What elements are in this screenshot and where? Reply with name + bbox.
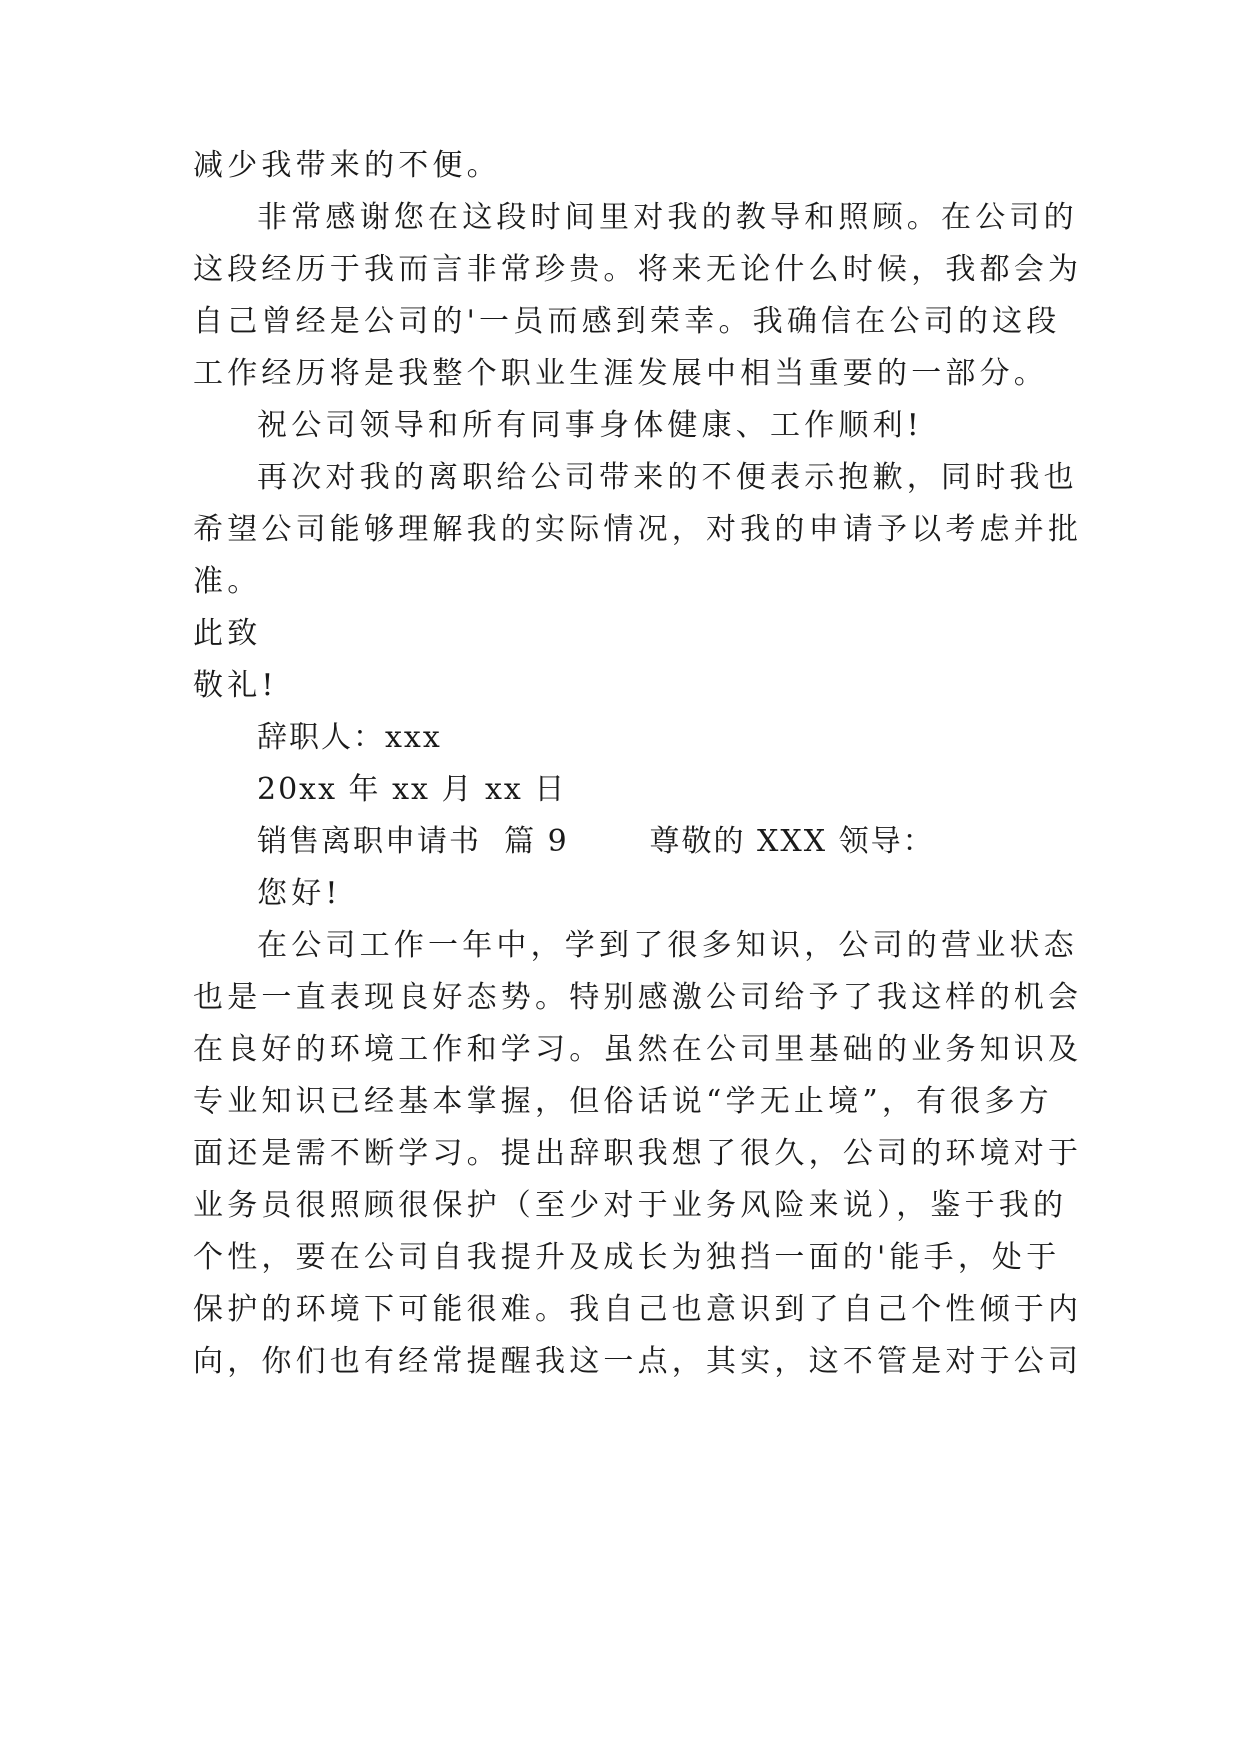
paragraph-line: 个性，要在公司自我提升及成长为独挡一面的'能手，处于: [193, 1240, 1061, 1275]
paragraph-line: 再次对我的离职给公司带来的不便表示抱歉，同时我也: [257, 460, 1078, 495]
paragraph-line: 这段经历于我而言非常珍贵。将来无论什么时候，我都会为: [193, 252, 1083, 287]
paragraph-line: 减少我带来的不便。: [193, 148, 501, 183]
signature-name: 辞职人：xxx: [257, 720, 442, 755]
signature-date: 20xx 年 xx 月 xx 日: [257, 772, 567, 807]
paragraph-line: 面还是需不断学习。提出辞职我想了很久，公司的环境对于: [193, 1136, 1083, 1171]
closing-salutation: 敬礼!: [193, 668, 278, 703]
paragraph-line: 专业知识已经基本掌握，但俗话说“学无止境”，有很多方: [193, 1084, 1053, 1119]
paragraph-line: 祝公司领导和所有同事身体健康、工作顺利!: [257, 408, 924, 443]
paragraph-line: 在公司工作一年中，学到了很多知识，公司的营业状态: [257, 928, 1078, 963]
paragraph-line: 准。: [193, 564, 262, 599]
paragraph-line: 在良好的环境工作和学习。虽然在公司里基础的业务知识及: [193, 1032, 1083, 1067]
paragraph-line: 非常感谢您在这段时间里对我的教导和照顾。在公司的: [257, 200, 1078, 235]
closing-line: 此致: [193, 616, 262, 651]
paragraph-line: 向，你们也有经常提醒我这一点，其实，这不管是对于公司: [193, 1344, 1083, 1379]
paragraph-line: 保护的环境下可能很难。我自己也意识到了自己个性倾于内: [193, 1292, 1083, 1327]
paragraph-line: 自己曾经是公司的'一员而感到荣幸。我确信在公司的这段: [193, 304, 1061, 339]
paragraph-line: 希望公司能够理解我的实际情况，对我的申请予以考虑并批: [193, 512, 1083, 547]
paragraph-line: 工作经历将是我整个职业生涯发展中相当重要的一部分。: [193, 356, 1048, 391]
paragraph-line: 也是一直表现良好态势。特别感激公司给予了我这样的机会: [193, 980, 1083, 1015]
greeting-line: 您好!: [257, 876, 342, 911]
section-heading: 销售离职申请书 篇 9 尊敬的 XXX 领导：: [257, 824, 935, 859]
paragraph-line: 业务员很照顾很保护（至少对于业务风险来说），鉴于我的: [193, 1188, 1068, 1223]
